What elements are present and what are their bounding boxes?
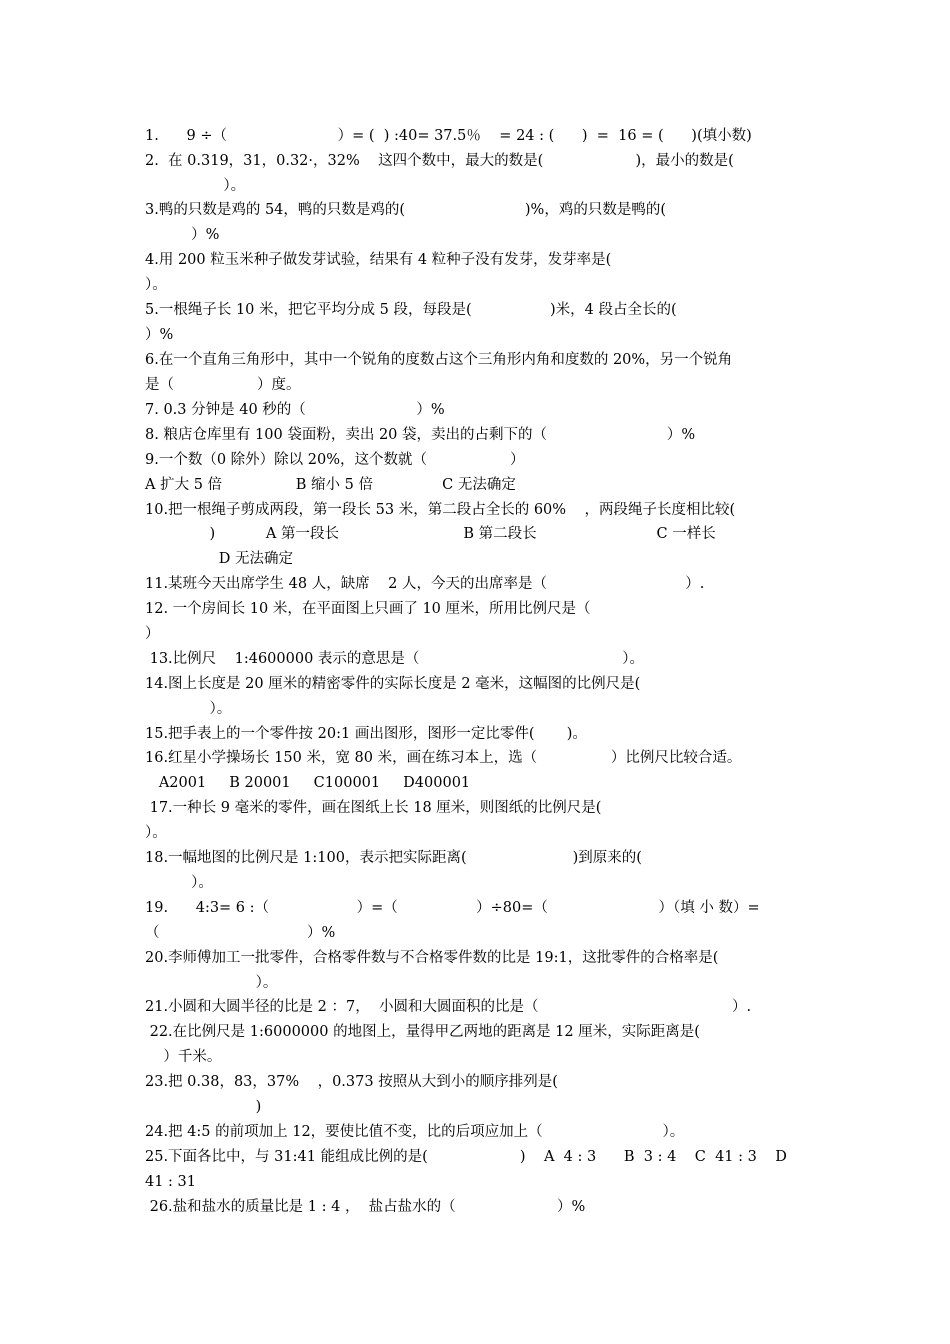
question-4: 4.用 200 粒玉米种子做发芽试验，结果有 4 粒种子没有发芽，发芽率是(	[145, 252, 612, 268]
question-13: 13.比例尺 1:4600000 表示的意思是（ ）。	[145, 651, 644, 667]
question-20: 20.李师傅加工一批零件，合格零件数与不合格零件数的比是 19:1，这批零件的合格率是(	[145, 950, 719, 966]
question-12-cont: ）	[145, 626, 160, 642]
question-14-cont: ）。	[145, 701, 232, 717]
question-1: 1. 9 ÷（ ）= ( ) :40= 37.5％ = 24 : ( ) = 16 = ( )(填小数)	[145, 128, 752, 144]
question-8: 8. 粮店仓库里有 100 袋面粉，卖出 20 袋，卖出的占剩下的（ ）%	[145, 427, 696, 443]
question-3-cont: ）%	[145, 227, 220, 243]
question-10-options: ) A 第一段长 B 第二段长 C 一样长	[145, 526, 716, 542]
question-2: 2. 在 0.319，31，0.32·，32% 这四个数中，最大的数是( )，最小的数是(	[145, 153, 734, 169]
question-25-cont: 41 : 31	[145, 1174, 197, 1190]
question-14: 14.图上长度是 20 厘米的精密零件的实际长度是 2 毫米，这幅图的比例尺是(	[145, 676, 641, 692]
question-18-cont: ）。	[145, 875, 213, 891]
question-4-cont: ）。	[145, 277, 167, 293]
question-6-cont: 是（ ）度。	[145, 377, 301, 393]
question-3: 3.鸭的只数是鸡的 54，鸭的只数是鸡的( )%，鸡的只数是鸭的(	[145, 202, 666, 218]
question-7: 7. 0.3 分钟是 40 秒的（ ）%	[145, 402, 445, 418]
question-10: 10.把一根绳子剪成两段，第一段长 53 米，第二段占全长的 60% ，两段绳子长度相比较(	[145, 502, 736, 518]
question-17: 17.一种长 9 毫米的零件，画在图纸上长 18 厘米，则图纸的比例尺是(	[145, 800, 602, 816]
question-5-cont: ）%	[145, 327, 174, 343]
question-25: 25.下面各比中，与 31:41 能组成比例的是( ) A 4 : 3 B 3 : 4 C 41 : 3 D	[145, 1149, 787, 1165]
question-5: 5.一根绳子长 10 米，把它平均分成 5 段，每段是( )米，4 段占全长的(	[145, 302, 677, 318]
question-23: 23.把 0.38，83，37% ，0.373 按照从大到小的顺序排列是(	[145, 1074, 558, 1090]
question-2-cont: ）。	[145, 178, 246, 194]
question-10-option-d: D 无法确定	[145, 551, 293, 567]
question-12: 12. 一个房间长 10 米，在平面图上只画了 10 厘米，所用比例尺是（	[145, 601, 591, 617]
question-18: 18.一幅地图的比例尺是 1:100，表示把实际距离( )到原来的(	[145, 850, 642, 866]
question-19-cont: （ ）%	[145, 925, 336, 941]
question-15: 15.把手表上的一个零件按 20:1 画出图形，图形一定比零件( )。	[145, 726, 587, 742]
question-6: 6.在一个直角三角形中，其中一个锐角的度数占这个三角形内角和度数的 20%，另一个锐角	[145, 352, 733, 368]
question-22-cont: ）千米。	[145, 1049, 222, 1065]
question-22: 22.在比例尺是 1:6000000 的地图上，量得甲乙两地的距离是 12 厘米，实际距离是(	[145, 1024, 700, 1040]
question-26: 26.盐和盐水的质量比是 1 : 4 ， 盐占盐水的（ ）%	[145, 1199, 586, 1215]
question-9: 9.一个数（0 除外）除以 20%，这个数就（ ）	[145, 452, 525, 468]
question-23-cont: )	[145, 1099, 262, 1115]
question-19: 19. 4:3= 6 :（ ）=（ ）÷80=（ ）（填 小 数）=	[145, 900, 760, 916]
question-20-cont: ）。	[145, 975, 278, 991]
question-16: 16.红星小学操场长 150 米，宽 80 米，画在练习本上，选（ ）比例尺比较合适。	[145, 750, 742, 766]
question-9-options: A 扩大 5 倍 B 缩小 5 倍 C 无法确定	[145, 477, 516, 493]
question-16-options: A2001 B 20001 C100001 D400001	[145, 775, 471, 791]
question-24: 24.把 4:5 的前项加上 12，要使比值不变，比的后项应加上（ ）。	[145, 1124, 685, 1140]
question-11: 11.某班今天出席学生 48 人，缺席 2 人，今天的出席率是（ ）.	[145, 576, 705, 592]
question-17-cont: ）。	[145, 825, 167, 841]
question-21: 21.小圆和大圆半径的比是 2 ：7， 小圆和大圆面积的比是（ ）.	[145, 999, 752, 1015]
